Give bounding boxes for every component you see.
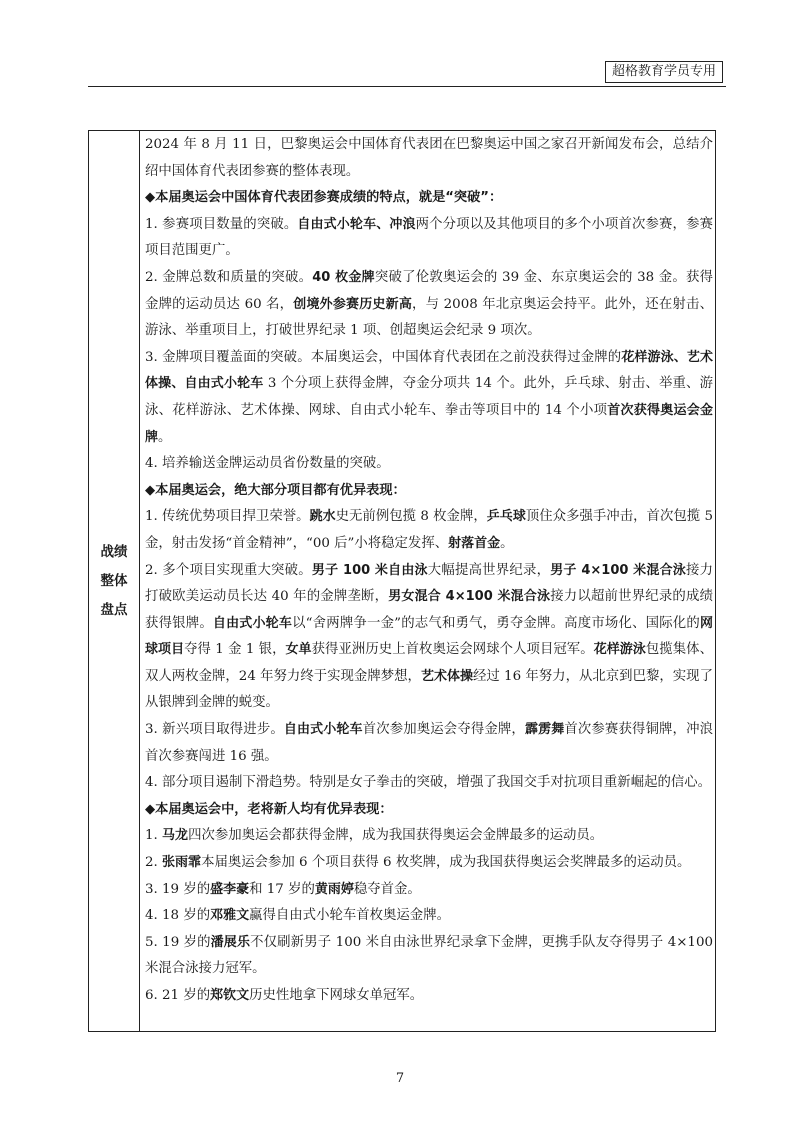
intro-paragraph: 2024 年 8 月 11 日，巴黎奥运会中国体育代表团在巴黎奥运中国之家召开新闻发布会，总结介绍中国体育代表团参赛的整体表现。 [145,137,713,179]
row-label-cell [89,131,140,1031]
header-rule [88,86,726,87]
paragraph: 1. 马龙四次参加奥运会都获得金牌，成为我国获得奥运会金牌最多的运动员。 [145,828,604,844]
paragraph: 1. 参赛项目数量的突破。自由式小轮车、冲浪两个分项以及其他项目的多个小项首次参赛，参赛项目范围更广。 [145,216,713,259]
paragraph: 4. 培养输送金牌运动员省份数量的突破。 [145,456,390,472]
row-label-line: 战绩 [100,544,128,560]
paragraph: 4. 部分项目遏制下滑趋势。特别是女子拳击的突破，增强了我国交手对抗项目重新崛起的信心。 [145,775,712,791]
paragraph: 2. 多个项目实现重大突破。男子 100 米自由泳大幅提高世界纪录，男子 4×100 米混合泳接力打破欧美运动员长达 40 年的金牌垄断，男女混合 4×100 米混合泳接力以超前世界纪录的成绩获得银牌。自由式小轮车以“舍两牌争一金”的志气和勇气，勇夺金牌。高度市场化、国际化的网球项目夺得 1 金 1 银，女单获得亚洲历史上首枚奥运会网球个人项目冠军。花样游泳包揽集体、双人两枚金牌，24 年努力终于实现金牌梦想，艺术体操经过 16 年努力，从北京到巴黎，实现了从银牌到金牌的蜕变。 [145,562,714,711]
page-number: 7 [395,1071,405,1086]
row-label [89,538,139,625]
paragraph: 3. 金牌项目覆盖面的突破。本届奥运会，中国体育代表团在之前没获得过金牌的花样游泳、艺术体操、自由式小轮车 3 个分项上获得金牌，夺金分项共 14 个。此外，乒乓球、射击、举重、游泳、花样游泳、艺术体操、网球、自由式小轮车、拳击等项目中的 14 个小项首次获得奥运会金牌。 [145,349,713,445]
section-heading-athletes: ◆本届奥运会中，老将新人均有优异表现： [145,801,393,817]
summary-table [88,130,716,1032]
paragraph: 1. 传统优势项目捍卫荣誉。跳水史无前例包揽 8 枚金牌，乒乓球顶住众多强手冲击，首次包揽 5 金，射击发扬“首金精神”，“00 后”小将稳定发挥、射落首金。 [145,509,713,551]
paragraph: 2. 金牌总数和质量的突破。40 枚金牌突破了伦敦奥运会的 39 金、东京奥运会的 38 金。获得金牌的运动员达 60 名，创境外参赛历史新高，与 2008 年北京奥运会持平。此外，还在射击、游泳、举重项目上，打破世界纪录 1 项、创超奥运会纪录 9 项次。 [145,269,713,339]
row-label-line: 盘点 [100,602,128,618]
row-label-line: 整体 [100,573,128,589]
section-heading-breakthrough: ◆本届奥运会中国体育代表团参赛成绩的特点，就是“突破”： [145,190,503,206]
paragraph: 5. 19 岁的潘展乐不仅刷新男子 100 米自由泳世界纪录拿下金牌，更携手队友夺得男子 4×100 米混合泳接力冠军。 [145,934,713,977]
paragraph: 4. 18 岁的邓雅文赢得自由式小轮车首枚奥运金牌。 [145,908,450,924]
content-cell [140,131,715,1031]
document-tag: 超格教育学员专用 [605,61,723,83]
paragraph: 3. 新兴项目取得进步。自由式小轮车首次参加奥运会夺得金牌，霹雳舞首次参赛获得铜牌，冲浪首次参赛闯进 16 强。 [145,722,713,764]
section-heading-performance: ◆本届奥运会，绝大部分项目都有优异表现： [145,482,406,498]
paragraph: 6. 21 岁的郑钦文历史性地拿下网球女单冠军。 [145,988,424,1003]
paragraph: 3. 19 岁的盛李豪和 17 岁的黄雨婷稳夺首金。 [145,881,421,897]
paragraph: 2. 张雨霏本届奥运会参加 6 个项目获得 6 枚奖牌，成为我国获得奥运会奖牌最多的运动员。 [145,855,691,871]
